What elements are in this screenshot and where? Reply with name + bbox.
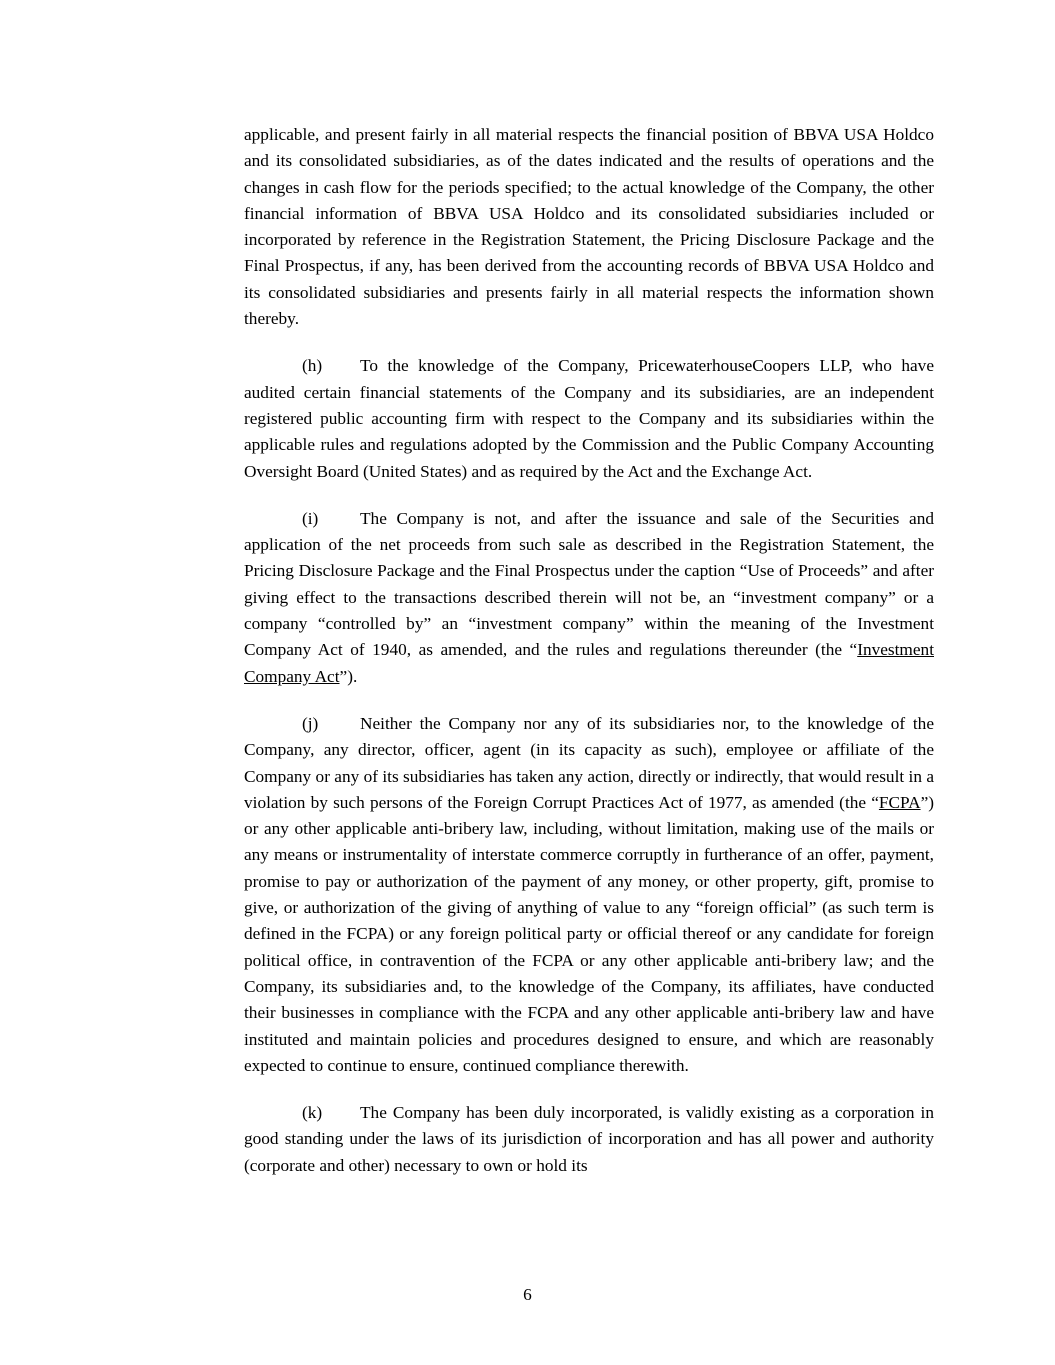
paragraph-text-after: ”). xyxy=(339,666,358,686)
page-number: 6 xyxy=(523,1285,532,1304)
defined-term-fcpa: FCPA xyxy=(878,792,921,812)
paragraph-text-before: Neither the Company nor any of its subsidiaries nor, to the knowledge of the Company, any director, officer, agent (in its capacity as such), employee or affiliate of the Company or any of its subsidiaries has taken any action, directly or indirectly, that would result in a violation by such persons of the Foreign Corrupt Practices Act of 1977, as amended (the “ xyxy=(244,713,934,812)
paragraph-continued xyxy=(244,122,934,332)
document-body xyxy=(244,122,934,1179)
paragraph-text-before: The Company is not, and after the issuance and sale of the Securities and application of the net proceeds from such sale as described in the Registration Statement, the Pricing Disclosure Package and the Final Prospectus under the caption “Use of Proceeds” and after giving effect to the transactions described therein will not be, an “investment company” or a company “controlled by” an “investment company” within the meaning of the Investment Company Act of 1940, as amended, and the rules and regulations thereunder (the “ xyxy=(244,508,934,660)
paragraph-i xyxy=(244,506,934,690)
paragraph-k xyxy=(244,1100,934,1179)
paragraph-marker-k: (k) xyxy=(302,1103,323,1123)
paragraph-marker-j: (j) xyxy=(302,713,319,733)
paragraph-marker-h: (h) xyxy=(302,356,323,376)
paragraph-h xyxy=(244,353,934,484)
paragraph-text: The Company has been duly incorporated, is validly existing as a corporation in good standing under the laws of its jurisdiction of incorporation and has all power and authority (corporate and other) necessary to own or hold its xyxy=(244,1103,934,1175)
paragraph-text: applicable, and present fairly in all material respects the financial position of BBVA USA Holdco and its consolidated subsidiaries, as of the dates indicated and the results of operations and the changes in cash flow for the periods specified; to the actual knowledge of the Company, the other financial information of BBVA USA Holdco and its consolidated subsidiaries included or incorporated by reference in the Registration Statement, the Pricing Disclosure Package and the Final Prospectus, if any, has been derived from the accounting records of BBVA USA Holdco and its consolidated subsidiaries and presents fairly in all material respects the information shown thereby. xyxy=(244,125,934,329)
defined-term-investment-company-act: Investment Company Act xyxy=(244,640,934,686)
paragraph-text-after: ”) or any other applicable anti-bribery law, including, without limitation, making use of the mails or any means or instrumentality of interstate commerce corruptly in furtherance of an offer, payment, promise to pay or authorization of the payment of any money, or other property, gift, promise to give, or authorization of the giving of anything of value to any “foreign official” (as such term is defined in the FCPA) or any foreign political party or official thereof or any candidate for foreign political office, in contravention of the FCPA or any other applicable anti-bribery law; and the Company, its subsidiaries and, to the knowledge of the Company, its affiliates, have conducted their businesses in compliance with the FCPA and any other applicable anti-bribery law and have instituted and maintain policies and procedures designed to ensure, and which are reasonably expected to continue to ensure, continued compliance therewith. xyxy=(244,792,934,1075)
paragraph-text: To the knowledge of the Company, PricewaterhouseCoopers LLP, who have audited certain financial statements of the Company and its subsidiaries, are an independent registered public accounting firm with respect to the Company and its subsidiaries within the applicable rules and regulations adopted by the Commission and the Public Company Accounting Oversight Board (United States) and as required by the Act and the Exchange Act. xyxy=(244,356,934,481)
paragraph-j xyxy=(244,711,934,1079)
paragraph-marker-i: (i) xyxy=(302,508,319,528)
